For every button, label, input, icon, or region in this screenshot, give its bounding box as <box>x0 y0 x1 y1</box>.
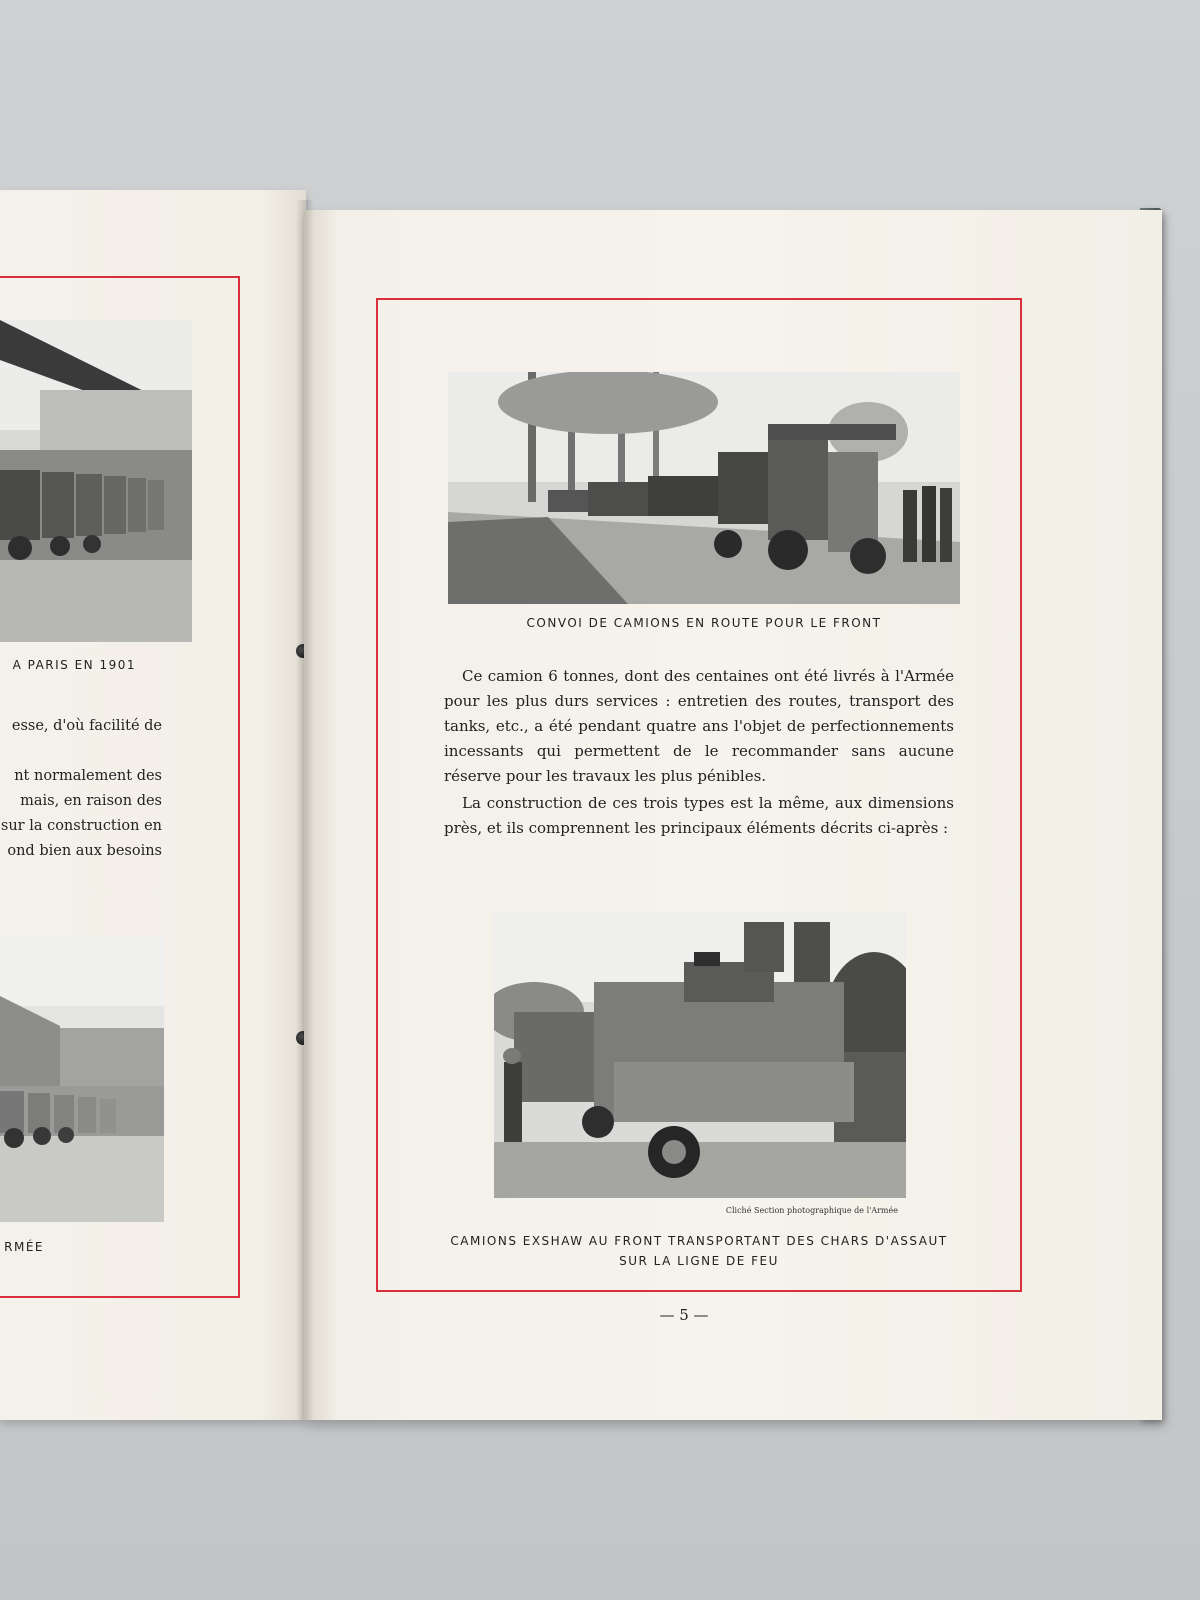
left-text-line-5: ond bien aux besoins <box>7 843 162 859</box>
body-text-block <box>444 664 954 841</box>
left-page <box>0 190 306 1420</box>
left-text-line-3: mais, en raison des <box>20 793 162 809</box>
photo-trucks-carrying-tanks <box>494 912 906 1198</box>
left-caption-bottom: RMÉE <box>4 1240 44 1254</box>
tanks-caption-line-2: SUR LA LIGNE DE FEU <box>619 1254 779 1268</box>
left-caption-top: A PARIS EN 1901 <box>12 658 136 672</box>
body-paragraph-1: Ce camion 6 tonnes, dont des centaines ont été livrés à l'Armée pour les plus durs services : entretien des routes, transport des tanks, etc., a été pendant quatre ans l'objet de perfectionnements incessants qui permettent de le recommander sans aucune réserve pour les travaux les plus pénibles. <box>444 667 954 785</box>
photo-truck-convoy <box>448 372 960 604</box>
body-paragraph-2: La construction de ces trois types est la même, aux dimensions près, et ils comprennent les principaux éléments décrits ci-après : <box>444 794 954 837</box>
photo-credit: Cliché Section photographique de l'Armée <box>725 1206 898 1215</box>
left-photo-truck-yard <box>0 936 164 1222</box>
left-photo-garage-trucks <box>0 320 192 642</box>
right-page <box>304 210 1162 1420</box>
left-text-line-1: esse, d'où facilité de <box>11 718 162 734</box>
page-number: — 5 — <box>659 1306 709 1324</box>
left-text-line-2: nt normalement des <box>14 768 162 784</box>
convoy-caption: CONVOI DE CAMIONS EN ROUTE POUR LE FRONT <box>526 616 882 630</box>
left-text-line-4: sur la construction en <box>0 818 162 834</box>
tanks-caption-line-1: CAMIONS EXSHAW AU FRONT TRANSPORTANT DES CHARS D'ASSAUT <box>450 1234 948 1248</box>
gutter-shadow <box>296 200 314 1420</box>
